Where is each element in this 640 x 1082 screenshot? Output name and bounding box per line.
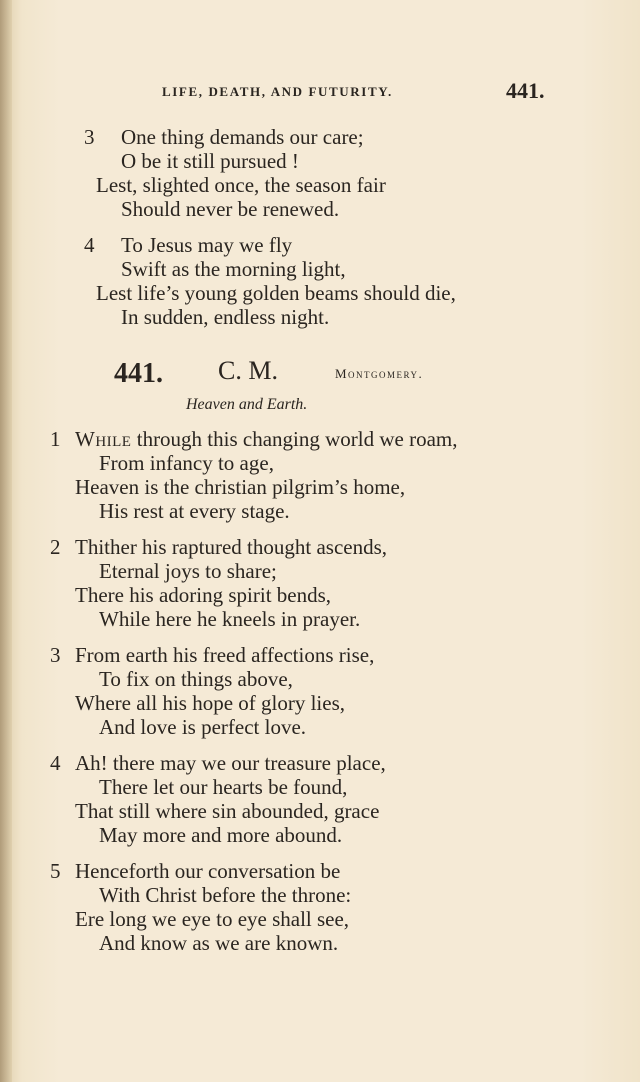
hymn-title: Heaven and Earth. (186, 396, 308, 413)
stanza-line: From earth his freed affections rise, (75, 643, 375, 667)
hymn-number: 441. (114, 358, 163, 389)
stanza-line: Where all his hope of glory lies, (75, 691, 346, 715)
stanza-line: Eternal joys to share; (99, 559, 277, 583)
stanza-line: Ah! there may we our treasure place, (75, 751, 386, 775)
stanza-line: And love is perfect love. (99, 715, 307, 739)
stanza-line: Should never be renewed. (121, 197, 340, 221)
stanza-number: 3 (50, 643, 61, 667)
stanza-line: May more and more abound. (99, 823, 343, 847)
stanza-line: That still where sin abounded, grace (75, 799, 380, 823)
stanza-line: To fix on things above, (99, 667, 293, 691)
stanza-line: Heaven is the christian pilgrim’s home, (75, 475, 406, 499)
stanza-line: Ere long we eye to eye shall see, (75, 907, 350, 931)
running-title: LIFE, DEATH, AND FUTURITY. (162, 84, 393, 99)
stanza-line: His rest at every stage. (99, 499, 290, 523)
hymn-author: Montgomery. (335, 366, 424, 381)
stanza-line: Henceforth our conversation be (75, 859, 341, 883)
stanza-line: While here he kneels in prayer. (99, 607, 361, 631)
stanza-line: Lest, slighted once, the season fair (96, 173, 386, 197)
stanza-line: And know as we are known. (99, 931, 339, 955)
stanza-number: 4 (50, 751, 61, 775)
stanza-line: From infancy to age, (99, 451, 274, 475)
first-word: While (75, 427, 132, 451)
stanza-number: 5 (50, 859, 61, 883)
stanza-line: One thing demands our care; (121, 125, 364, 149)
page-spine-shadow (0, 0, 12, 1082)
stanza-number: 3 (84, 125, 95, 149)
stanza-number: 4 (84, 233, 95, 257)
stanza-number: 2 (50, 535, 61, 559)
page-number: 441. (506, 78, 545, 103)
stanza-line: There let our hearts be found, (99, 775, 348, 799)
stanza-line: Thither his raptured thought ascends, (75, 535, 388, 559)
stanza-first-line (75, 427, 458, 451)
stanza-line: Lest life’s young golden beams should die, (96, 281, 456, 305)
page-header (0, 80, 640, 106)
stanza-number: 1 (50, 427, 61, 451)
stanza-line: To Jesus may we fly (121, 233, 293, 257)
stanza-line: Swift as the morning light, (121, 257, 346, 281)
stanza-line: With Christ before the throne: (99, 883, 352, 907)
stanza-line: O be it still pursued ! (121, 149, 299, 173)
stanza-line: There his adoring spirit bends, (75, 583, 332, 607)
hymn-meter: C. M. (218, 356, 278, 385)
stanza-line: In sudden, endless night. (121, 305, 330, 329)
first-line-rest: through this changing world we roam, (131, 427, 458, 451)
